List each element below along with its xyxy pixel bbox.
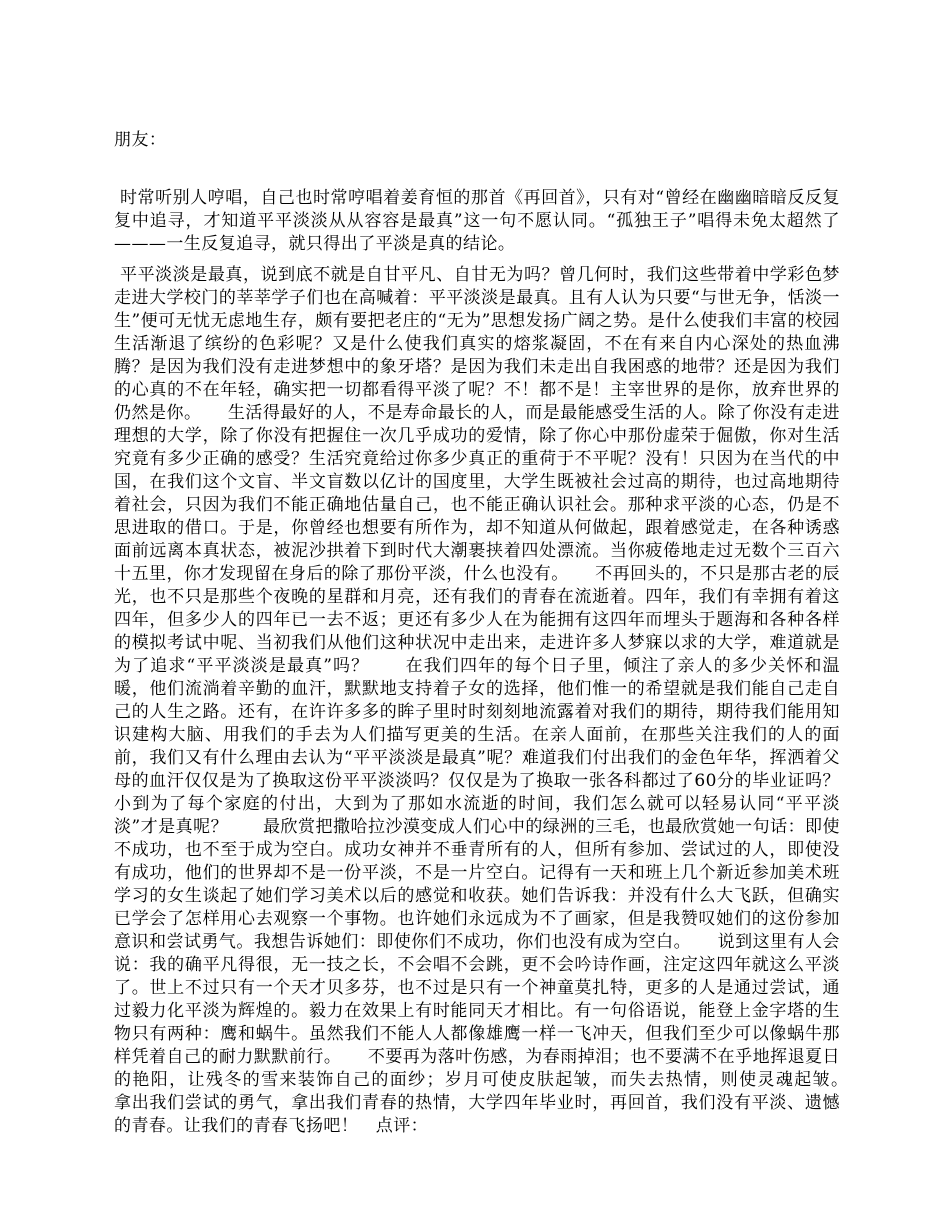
salutation: 朋友： xyxy=(114,130,167,150)
paragraph-1: 时常听别人哼唱，自己也时常哼唱着姜育恒的那首《再回首》，只有对“曾经在幽幽暗暗反反复复中追寻，才知道平平淡淡从从容容是最真”这一句不愿认同。“孤独王子”唱得未免太超然了———一生反复追寻，就只得出了平淡是真的结论。 xyxy=(114,188,840,254)
paragraph-2: 平平淡淡是最真，说到底不就是自甘平凡、自甘无为吗？曾几何时，我们这些带着中学彩色梦走进大学校门的莘莘学子们也在高喊着：平平淡淡是最真。且有人认为只要“与世无争，恬淡一生”便可无忧无虑地生存，颇有要把老庄的“无为”思想发扬广阔之势。是什么使我们丰富的校园生活渐退了缤纷的色彩呢？又是什么使我们真实的熔浆凝固，不在有来自内心深处的热血沸腾？是因为我们没有走进梦想中的象牙塔？是因为我们未走出自我困惑的地带？还是因为我们的心真的不在年轻，确实把一切都看得平淡了呢？不！都不是！主宰世界的是你，放弃世界的仍然是你。 生活得最好的人，不是寿命最长的人，而是最能感受生活的人。除了你没有走进理想的大学，除了你没有把握住一次几乎成功的爱情，除了你心中那份虚荣于倔傲，你对生活究竟有多少正确的感受？生活究竟给过你多少真正的重荷于不平呢？没有！只因为在当代的中国，在我们这个文盲、半文盲数以亿计的国度里，大学生既被社会过高的期待，也过高地期待着社会，只因为我们不能正确地估量自己，也不能正确认识社会。那种求平淡的心态，仍是不思进取的借口。于是，你曾经也想要有所作为，却不知道从何做起，跟着感觉走，在各种诱惑面前远离本真状态，被泥沙拱着下到时代大潮裹挟着四处漂流。当你疲倦地走过无数个三百六十五里，你才发现留在身后的除了那份平淡，什么也没有。 不再回头的，不只是那古老的辰光，也不只是那些个夜晚的星群和月亮，还有我们的青春在流逝着。四年，我们有幸拥有着这四年，但多少人的四年已一去不返；更还有多少人在为能拥有这四年而埋头于题海和各种各样的模拟考试中呢、当初我们从他们这种状况中走出来，走进许多人梦寐以求的大学，难道就是为了追求“平平淡淡是最真”吗？ 在我们四年的每个日子里，倾注了亲人的多少关怀和温暖，他们流淌着辛勤的血汗，默默地支持着子女的选择，他们惟一的希望就是我们能自己走自己的人生之路。还有，在许许多多的眸子里时时刻刻地流露着对我们的期待，期待我们能用知识建构大脑、用我们的手去为人们描写更美的生活。在亲人面前，在那些关注我们的人的面前，我们又有什么理由去认为“平平淡淡是最真”呢？难道我们付出我们的金色年华，挥洒着父母的血汗仅仅是为了换取这份平平淡淡吗？仅仅是为了换取一张各科都过了60分的毕业证吗？小到为了每个家庭的付出，大到为了那如水流逝的时间，我们怎么就可以轻易认同“平平淡淡”才是真呢？ 最欣赏把撒哈拉沙漠变成人们心中的绿洲的三毛，也最欣赏她一句话：即使不成功，也不至于成为空白。成功女神并不垂青所有的人，但所有参加、尝试过的人，即使没有成功，他们的世界却不是一份平淡，不是一片空白。记得有一天和班上几个新近参加美术班学习的女生谈起了她们学习美术以后的感觉和收获。她们告诉我：并没有什么大飞跃，但确实已学会了怎样用心去观察一个事物。也许她们永远成为不了画家，但是我赞叹她们的这份参加意识和尝试勇气。我想告诉她们：即使你们不成功，你们也没有成为空白。 说到这里有人会说：我的确平凡得很，无一技之长，不会唱不会跳，更不会吟诗作画，注定这四年就这么平淡了。世上不过只有一个天才贝多芬，也不过是只有一个神童莫扎特，更多的人是通过尝试，通过毅力化平淡为辉煌的。毅力在效果上有时能同天才相比。有一句俗语说，能登上金字塔的生物只有两种：鹰和蜗牛。虽然我们不能人人都像雄鹰一样一飞冲天，但我们至少可以像蜗牛那样凭着自己的耐力默默前行。 不要再为落叶伤感，为春雨掉泪；也不要满不在乎地挥退夏日的艳阳，让残冬的雪来装饰自己的面纱；岁月可使皮肤起皱，而失去热情，则使灵魂起皱。 拿出我们尝试的勇气，拿出我们青春的热情，大学四年毕业时，再回首，我们没有平淡、遗憾的青春。让我们的青春飞扬吧！ 点评： xyxy=(114,265,875,1136)
